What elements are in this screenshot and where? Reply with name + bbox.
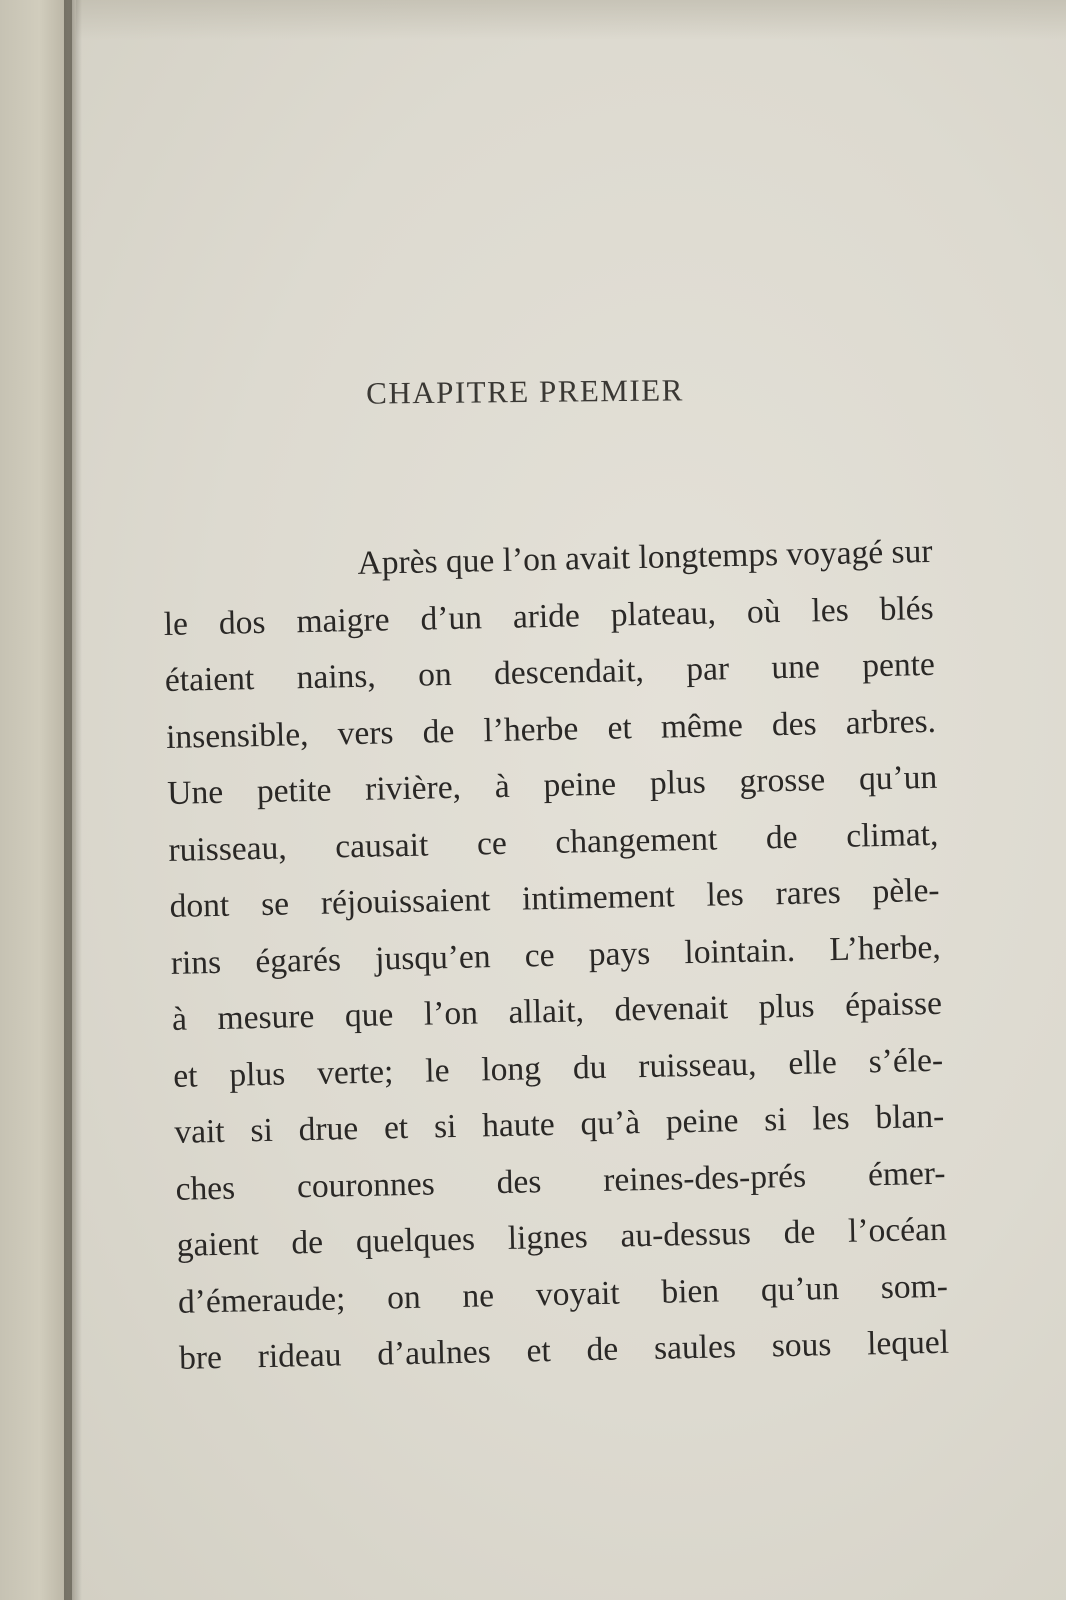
text-line: insensible, vers de l’herbe et même des arbres. (165, 702, 937, 756)
text-line: le dos maigre d’un aride plateau, où les blés (163, 589, 934, 643)
text-line: dont se réjouissaient intimement les rares pèle- (169, 871, 940, 925)
book-gutter-shadow (64, 0, 82, 1600)
text-line: à mesure que l’on allait, devenait plus épaisse (171, 984, 943, 1038)
text-line: Après que l’on avait longtemps voyagé sur (357, 532, 933, 582)
text-line: bre rideau d’aulnes et de saules sous lequel (178, 1323, 950, 1377)
text-line: ches couronnes des reines-des-prés émer- (175, 1154, 946, 1208)
facing-page-edge (0, 0, 72, 1600)
text-line: Une petite rivière, à peine plus grosse qu’un (166, 758, 938, 812)
text-line: et plus verte; le long du ruisseau, elle s’éle- (172, 1041, 944, 1095)
text-line: étaient nains, on descendait, par une pente (164, 645, 936, 699)
page-top-shadow (76, 0, 1066, 40)
text-line: vait si drue et si haute qu’à peine si les blan- (174, 1097, 945, 1151)
text-line: rins égarés jusqu’en ce pays lointain. L’herbe, (170, 928, 942, 982)
chapter-heading: CHAPITRE PREMIER (365, 372, 684, 411)
text-line: ruisseau, causait ce changement de climat, (168, 815, 939, 869)
text-line: gaient de quelques lignes au-dessus de l’océan (176, 1210, 947, 1264)
text-line: d’émeraude; on ne voyait bien qu’un som- (177, 1267, 949, 1321)
body-paragraph (162, 524, 950, 1387)
